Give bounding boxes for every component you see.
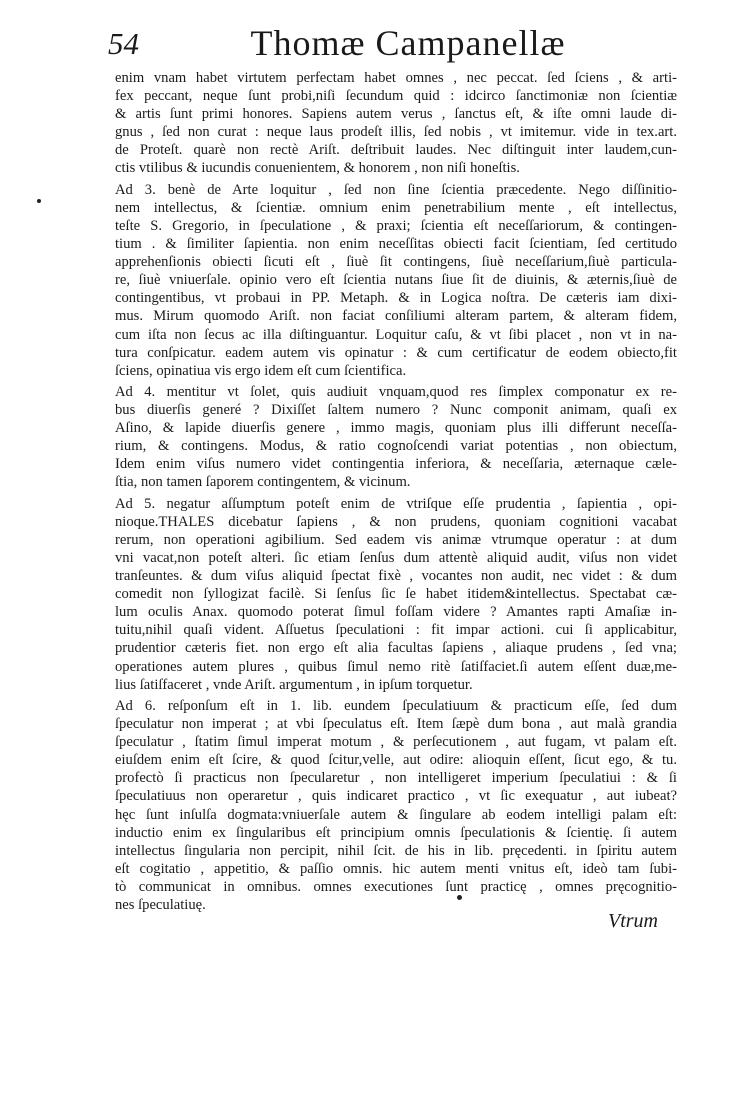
text-line: Idem enim viſus numero videt contingentia inferiora, & neceſſaria, æternaque cæle- [115, 456, 677, 473]
text-line: vni vacat,non poteſt alteri. ſic etiam ſenſus dum attentè aliquid audit, viſus non videt [115, 550, 677, 566]
text-line: ſpeculatur , ſtatim ſimul imperat motum , & perſecutionem , aut fugam, vt palam eſt. [115, 734, 677, 751]
text-line: teſte S. Gregorio, in ſpeculatione , & praxi; ſcientia eſt neceſſariorum, & contingen- [115, 217, 677, 234]
text-line: inductio enim ex ſingularibus eſt principium omnis ſpeculationis & ſcientię. ſi autem [115, 824, 677, 841]
text-line: profectò ſi practicus non ſpecularetur , non intelligeret imperium ſpeculatiui : & ſi [115, 770, 677, 787]
text-line: tuitu,nihil quaſi vident. Aſſuetus ſpeculationi : fit impar actioni. cui ſi applicabitur, [115, 622, 677, 639]
text-line: lum oculis Anax. quomodo poterat ſimul foſſam videre ? Amantes rapti Amaſiæ in- [115, 604, 677, 621]
text-line: ſpeculatiuus non operaretur , quis indicaret practico , vt ſic exequatur , aut iubeat? [115, 788, 677, 805]
text-line: intellectus ſingularia non percipit, nihil ſcit. de his in lib. pręcedenti. in ſpiritu autem [115, 842, 677, 859]
margin-mark [37, 199, 41, 203]
text-line: nem intellectus, & ſcientiæ. omnium enim penetrabilium mente , eſt intellectus, [115, 199, 677, 216]
text-line: operationes autem plures , quibus ſimul nemo ritè ſatiſfaciet.ſi autem eſſent duæ,me- [115, 658, 677, 675]
text-line: Aſino, & lapide diuerſis genere , immo magis, quoniam plus illi differunt neceſſa- [115, 420, 677, 437]
text-line: apprehenſionis obiecti ſicuti eſt , ſiuè ſit contingens, ſiuè neceſſarium,ſiuè particula- [115, 254, 677, 271]
body-text [115, 69, 677, 914]
paragraph [115, 697, 677, 914]
text-line: ſtia, non tamen ſaporem contingentem, & vicinum. [115, 474, 411, 491]
paragraph [115, 495, 677, 694]
paragraph [115, 181, 677, 380]
text-line: ſpeculatur non imperat ; at vbi ſpeculatus eſt. Item ſæpè dum bona , aut malà grandia [115, 716, 677, 733]
text-line: tò communicat in omnibus. omnes executiones ſunt practicę , omnes pręcognitio- [115, 878, 677, 895]
text-line: rerum, non operationi agibilium. Sed eadem vis animæ vtrumque operatur : at dum [115, 531, 677, 548]
text-line: eiuſdem enim eſt ſcire, & quod ſcitur,velle, aut odire: alioquin eſſent, ſicut ego, & tu. [115, 752, 677, 769]
text-line: tranſeuntes. & dum viſus aliquid ſpectat fixè , vocantes non audit, nec videt : & dum [115, 568, 677, 585]
running-title: Thomæ Campanellæ [250, 23, 566, 63]
text-line: rium, & contingens. Modus, & ratio cognoſcendi variat potentias , non obiectum, [115, 438, 677, 455]
text-line: & artis ſunt primi honores. Sapiens autem verus , ſanctus eſt, & iſte omni laude di- [115, 106, 677, 123]
text-line: de Proteſt. quarè non rectè Ariſt. deſtribuit laudes. Nec diſtinguit inter laudem,cun- [115, 142, 677, 159]
text-line: hęc ſunt inſulſa dogmata:vniuerſale autem & ſingulare ab eodem intelligi palam eſt: [115, 806, 677, 823]
text-line: tium . & ſimiliter ſapientia. non enim neceſſitas obiecti facit ſcientiam, ſed certitudo [115, 236, 677, 253]
page-header [108, 22, 668, 68]
text-line: fex peccant, neque ſunt probi,niſi ſecundum quid : idcirco ſanctimoniæ non ſcientiæ [115, 88, 677, 105]
text-line: eſt cogitatio , appetitio, & paſſio omnis. hic autem menti vnitus eſt, ideò tam ſubi- [115, 860, 677, 877]
text-line: lius ſatiſfaceret , vnde Ariſt. argumentum , in ipſum torquetur. [115, 676, 473, 693]
text-line: Ad 6. reſponſum eſt in 1. lib. eundem ſpeculatiuum & practicum eſſe, ſed dum [115, 697, 677, 714]
text-line: gnus , ſed non curat : neque laus prodeſt illis, ſed nobis , vt imitemur. vide in tex.art. [115, 124, 677, 141]
page-number: 54 [108, 26, 139, 61]
text-line: Ad 4. mentitur vt ſolet, quis audiuit vnquam,quod res ſimplex componatur ex re- [115, 383, 677, 400]
text-line: mus. Mirum quomodo Ariſt. non faciat conſiliumi alteram partem, & alteram fidem, [115, 308, 677, 325]
text-line: Ad 5. negatur aſſumptum poteſt enim de vtriſque eſſe prudentia , ſapientia , opi- [115, 495, 677, 512]
text-line: re, ſiuè vniuerſale. opinio vero eſt ſcientia nutans ſiue ſit de diuinis, & æternis,ſiuè de [115, 272, 677, 289]
catchword: Vtrum [608, 910, 658, 932]
text-line: nes ſpeculatiuę. [115, 896, 206, 913]
paragraph [115, 383, 677, 492]
text-line: prudentior cæteris fiet. non ergo eſt alia facultas ſapiens , aliaque prudens , ſed vna; [115, 640, 677, 657]
text-line: bus diuerſis generé ? Dixiſſet ſaltem numero ? Nunc componit animam, quaſi ex [115, 402, 677, 419]
text-line: ſciens, opinatiua vis ergo idem eſt cum ſcientifica. [115, 362, 407, 379]
text-line: tura conſpicatur. eadem autem vis opinatur : & cum certificatur de eodem obiecto,fit [115, 344, 677, 361]
text-line: Ad 3. benè de Arte loquitur , ſed non ſine ſcientia præcedente. Nego diſſinitio- [115, 181, 677, 198]
paragraph [115, 69, 677, 178]
ink-speck [457, 895, 462, 900]
text-line: contingentibus, vt probaui in PP. Metaph. & in Logica noſtra. De cæteris iam dixi- [115, 290, 677, 307]
text-line: ctis vtilibus & iucundis conuenientem, & honorem , non niſi honeſtis. [115, 160, 520, 177]
text-line: cum iſta non ſecus ac illa diſtinguantur. Loquitur caſu, & vt ſibi placet , non vt in na- [115, 326, 677, 343]
text-line: nioque.THALES dicebatur ſapiens , & non prudens, quoniam cognitioni vacabat [115, 513, 677, 530]
text-line: enim vnam habet virtutem perfectam habet omnes , nec peccat. ſed ſciens , & arti- [115, 70, 677, 86]
text-line: comedit non ſyllogizat facilè. Si ſenſus ſic ſe habet itidem&intellectus. Spectabat cæ- [115, 586, 677, 603]
